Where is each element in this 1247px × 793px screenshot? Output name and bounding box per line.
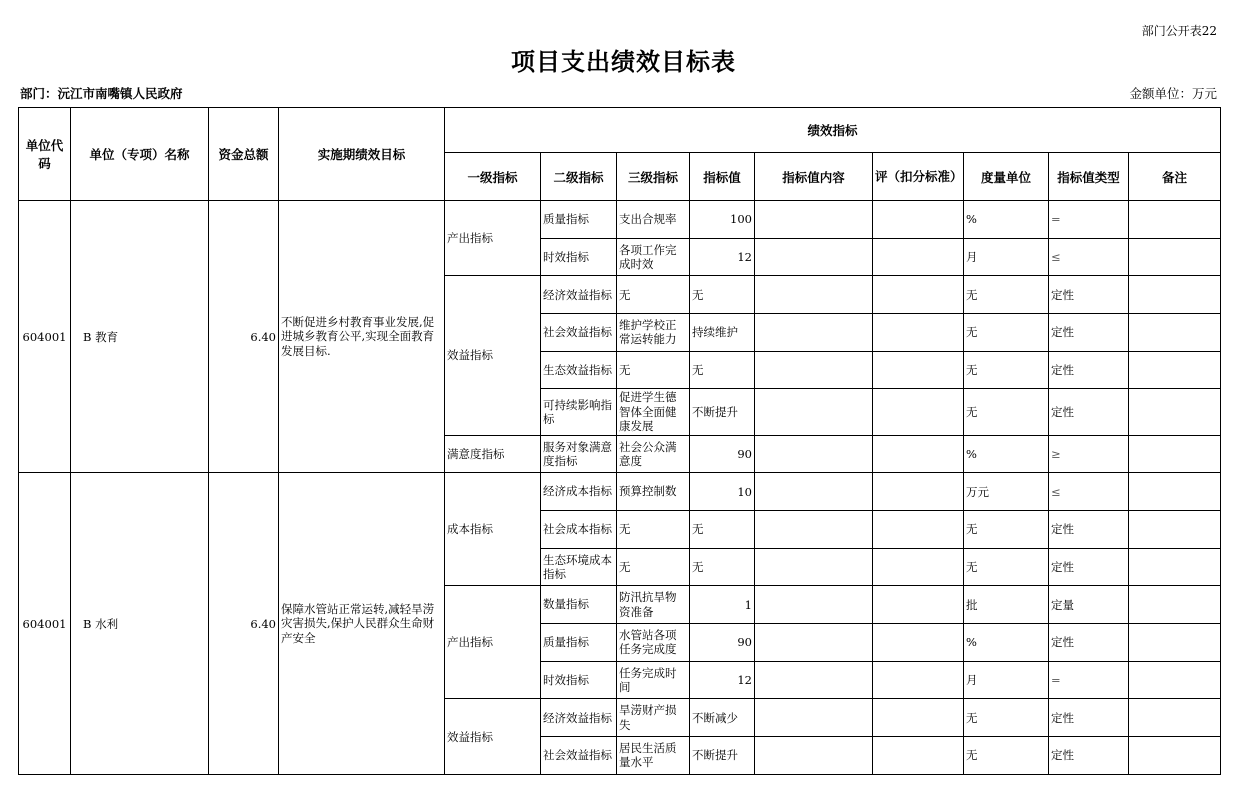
level2-cell: 服务对象满意度指标	[541, 435, 617, 473]
value-content-cell	[755, 351, 873, 389]
form-number: 部门公开表22	[1141, 24, 1217, 38]
level1-cell: 效益指标	[445, 276, 541, 435]
value-cell: 10	[690, 473, 755, 511]
value-type-cell: 定性	[1049, 510, 1129, 548]
header-remark: 备注	[1129, 153, 1221, 201]
table-row	[19, 201, 1221, 239]
measure-unit-cell: 万元	[964, 473, 1049, 511]
level1-cell: 效益指标	[445, 699, 541, 774]
value-type-cell: =	[1049, 201, 1129, 239]
remark-cell	[1129, 510, 1221, 548]
level3-cell: 无	[617, 548, 690, 586]
level3-cell: 促进学生德智体全面健 康发展	[617, 389, 690, 435]
level3-cell: 各项工作完成时效	[617, 238, 690, 276]
scoring-cell	[873, 699, 964, 737]
remark-cell	[1129, 699, 1221, 737]
level2-cell: 生态效益指标	[541, 351, 617, 389]
level3-cell: 无	[617, 351, 690, 389]
scoring-cell	[873, 276, 964, 314]
scoring-cell	[873, 314, 964, 352]
level3-cell: 无	[617, 510, 690, 548]
level2-cell: 社会效益指标	[541, 314, 617, 352]
value-type-cell: ≤	[1049, 473, 1129, 511]
value-content-cell	[755, 548, 873, 586]
value-cell: 12	[690, 661, 755, 699]
level3-cell: 防汛抗旱物资准备	[617, 586, 690, 624]
value-type-cell: ≥	[1049, 435, 1129, 473]
unit-name-cell: B 水利	[71, 473, 209, 775]
goal-cell: 保障水管站正常运转,减轻旱涝灾害损失,保护人民群众生命财产安全	[279, 473, 445, 775]
level3-cell: 社会公众满意度	[617, 435, 690, 473]
value-type-cell: 定性	[1049, 548, 1129, 586]
measure-unit-cell: 无	[964, 314, 1049, 352]
remark-cell	[1129, 276, 1221, 314]
level2-cell: 质量指标	[541, 201, 617, 239]
measure-unit-cell: %	[964, 201, 1049, 239]
scoring-cell	[873, 586, 964, 624]
level3-cell: 居民生活质量水平	[617, 737, 690, 775]
header-value: 指标值	[690, 153, 755, 201]
value-cell: 不断提升	[690, 737, 755, 775]
value-content-cell	[755, 661, 873, 699]
value-type-cell: 定性	[1049, 699, 1129, 737]
value-type-cell: =	[1049, 661, 1129, 699]
value-content-cell	[755, 276, 873, 314]
header-value-type: 指标值类型	[1049, 153, 1129, 201]
level3-cell: 支出合规率	[617, 201, 690, 239]
level3-cell: 水管站各项任务完成度	[617, 624, 690, 662]
measure-unit-cell: 月	[964, 661, 1049, 699]
value-cell: 90	[690, 624, 755, 662]
measure-unit-cell: 无	[964, 737, 1049, 775]
scoring-cell	[873, 435, 964, 473]
value-content-cell	[755, 737, 873, 775]
remark-cell	[1129, 586, 1221, 624]
value-type-cell: ≤	[1049, 238, 1129, 276]
value-cell: 无	[690, 548, 755, 586]
value-cell: 不断减少	[690, 699, 755, 737]
remark-cell	[1129, 661, 1221, 699]
header-goal: 实施期绩效目标	[279, 108, 445, 201]
remark-cell	[1129, 435, 1221, 473]
measure-unit-cell: 无	[964, 389, 1049, 435]
goal-cell: 不断促进乡村教育事业发展,促进城乡教育公平,实现全面教育发展目标.	[279, 201, 445, 473]
scoring-cell	[873, 510, 964, 548]
value-content-cell	[755, 314, 873, 352]
unit-code-cell: 604001	[19, 473, 71, 775]
remark-cell	[1129, 389, 1221, 435]
level2-cell: 质量指标	[541, 624, 617, 662]
value-type-cell: 定性	[1049, 276, 1129, 314]
value-type-cell: 定性	[1049, 314, 1129, 352]
measure-unit-cell: 无	[964, 276, 1049, 314]
value-cell: 无	[690, 351, 755, 389]
header-unit-code: 单位代码	[19, 108, 71, 201]
level2-cell: 经济效益指标	[541, 276, 617, 314]
header-unit-name: 单位（专项）名称	[71, 108, 209, 201]
measure-unit-cell: 无	[964, 699, 1049, 737]
total-funds-cell: 6.40	[209, 201, 279, 473]
header-scoring: 评（扣分标准）	[873, 153, 964, 201]
scoring-cell	[873, 201, 964, 239]
remark-cell	[1129, 737, 1221, 775]
value-type-cell: 定性	[1049, 737, 1129, 775]
level3-cell: 维护学校正常运转能力	[617, 314, 690, 352]
level1-cell: 满意度指标	[445, 435, 541, 473]
value-type-cell: 定性	[1049, 351, 1129, 389]
level2-cell: 时效指标	[541, 661, 617, 699]
measure-unit-cell: 无	[964, 351, 1049, 389]
value-cell: 持续维护	[690, 314, 755, 352]
unit-name-cell: B 教育	[71, 201, 209, 473]
remark-cell	[1129, 201, 1221, 239]
value-content-cell	[755, 435, 873, 473]
value-type-cell: 定性	[1049, 624, 1129, 662]
performance-table	[18, 107, 1221, 775]
header-measure-unit: 度量单位	[964, 153, 1049, 201]
value-content-cell	[755, 624, 873, 662]
value-cell: 不断提升	[690, 389, 755, 435]
level2-cell: 社会成本指标	[541, 510, 617, 548]
measure-unit-cell: 无	[964, 510, 1049, 548]
level1-cell: 产出指标	[445, 586, 541, 699]
remark-cell	[1129, 238, 1221, 276]
value-content-cell	[755, 699, 873, 737]
level3-cell: 无	[617, 276, 690, 314]
level2-cell: 经济效益指标	[541, 699, 617, 737]
header-indicators: 绩效指标	[445, 108, 1221, 153]
value-content-cell	[755, 510, 873, 548]
remark-cell	[1129, 351, 1221, 389]
value-cell: 1	[690, 586, 755, 624]
scoring-cell	[873, 624, 964, 662]
table-body	[19, 201, 1221, 775]
scoring-cell	[873, 473, 964, 511]
level1-cell: 产出指标	[445, 201, 541, 276]
value-type-cell: 定量	[1049, 586, 1129, 624]
page-title: 项目支出绩效目标表	[511, 47, 736, 76]
value-cell: 100	[690, 201, 755, 239]
amount-unit-label: 金额单位：万元	[1129, 86, 1217, 101]
measure-unit-cell: %	[964, 435, 1049, 473]
level2-cell: 生态环境成本指标	[541, 548, 617, 586]
department-label: 部门：沅江市南嘴镇人民政府	[20, 86, 183, 101]
value-content-cell	[755, 201, 873, 239]
value-cell: 无	[690, 276, 755, 314]
measure-unit-cell: 批	[964, 586, 1049, 624]
remark-cell	[1129, 314, 1221, 352]
level2-cell: 数量指标	[541, 586, 617, 624]
remark-cell	[1129, 473, 1221, 511]
value-content-cell	[755, 389, 873, 435]
scoring-cell	[873, 389, 964, 435]
header-level3: 三级指标	[617, 153, 690, 201]
scoring-cell	[873, 661, 964, 699]
level1-cell: 成本指标	[445, 473, 541, 586]
header-value-content: 指标值内容	[755, 153, 873, 201]
scoring-cell	[873, 737, 964, 775]
remark-cell	[1129, 624, 1221, 662]
value-content-cell	[755, 238, 873, 276]
level2-cell: 可持续影响指标	[541, 389, 617, 435]
value-cell: 90	[690, 435, 755, 473]
level3-cell: 旱涝财产损失	[617, 699, 690, 737]
level3-cell: 预算控制数	[617, 473, 690, 511]
level2-cell: 时效指标	[541, 238, 617, 276]
table-row	[19, 473, 1221, 511]
header-total-funds: 资金总额	[209, 108, 279, 201]
measure-unit-cell: 无	[964, 548, 1049, 586]
level2-cell: 经济成本指标	[541, 473, 617, 511]
scoring-cell	[873, 548, 964, 586]
header-level2: 二级指标	[541, 153, 617, 201]
measure-unit-cell: %	[964, 624, 1049, 662]
level3-cell: 任务完成时间	[617, 661, 690, 699]
measure-unit-cell: 月	[964, 238, 1049, 276]
value-cell: 12	[690, 238, 755, 276]
scoring-cell	[873, 238, 964, 276]
level2-cell: 社会效益指标	[541, 737, 617, 775]
remark-cell	[1129, 548, 1221, 586]
value-content-cell	[755, 586, 873, 624]
header-level1: 一级指标	[445, 153, 541, 201]
value-type-cell: 定性	[1049, 389, 1129, 435]
total-funds-cell: 6.40	[209, 473, 279, 775]
value-content-cell	[755, 473, 873, 511]
unit-code-cell: 604001	[19, 201, 71, 473]
value-cell: 无	[690, 510, 755, 548]
scoring-cell	[873, 351, 964, 389]
